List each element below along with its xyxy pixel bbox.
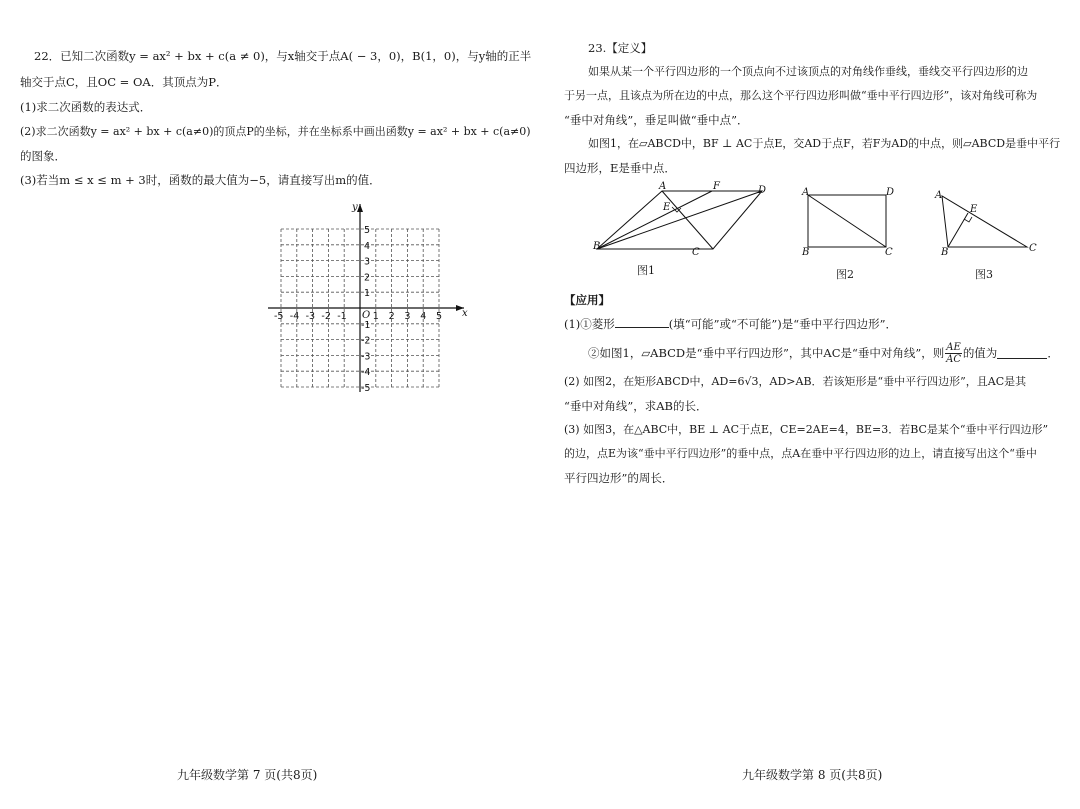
fig3-caption: 图3 — [975, 268, 993, 281]
q23-a2-blank — [997, 347, 1047, 359]
y-axis-arrow — [357, 204, 363, 212]
y-tick-label: 3 — [364, 256, 371, 268]
y-tick-label: -4 — [361, 367, 371, 379]
fig3-point-e: E — [970, 204, 978, 215]
fig2-point-c: C — [885, 247, 893, 258]
y-tick-label: -2 — [361, 335, 371, 347]
origin-label: O — [362, 310, 371, 321]
x-tick-label: -2 — [321, 311, 331, 322]
q22-part2-line2: 的图象． — [20, 149, 66, 163]
y-tick-label: 5 — [364, 225, 371, 236]
q22-part3: (3)若当m ≤ x ≤ m + 3时，函数的最大值为−5，请直接写出m的值． — [20, 173, 381, 187]
left-footer: 九年级数学第 7 页(共8页) — [177, 768, 318, 782]
fig1-point-b: B — [593, 241, 601, 252]
x-tick-label: -4 — [289, 311, 300, 322]
y-tick-label: -3 — [361, 351, 371, 363]
q23-title: 23.【定义】 — [588, 41, 653, 55]
q23-ex-line1: 如图1，在▱ABCD中，BF ⊥ AC于点E，交AD于点F，若F为AD的中点，则▱ABCD是垂中平行 — [588, 137, 1061, 150]
fig2-caption: 图2 — [836, 268, 854, 281]
q23-a1-post: (填“可能”或“不可能”)是“垂中平行四边形”． — [668, 317, 898, 331]
right-footer: 九年级数学第 8 页(共8页) — [742, 768, 883, 782]
q23-a1-blank — [615, 316, 669, 328]
app-title: 【应用】 — [564, 293, 610, 307]
q23-a1-pre: (1)①菱形 — [564, 317, 615, 331]
q23-a2 — [588, 340, 1059, 366]
x-tick-label: -1 — [337, 311, 347, 322]
x-tick-label: 1 — [372, 311, 379, 322]
q23-def-line2: 于另一点，且该点为所在边的中点，那么这个平行四边形叫做“垂中平行四边形”，该对角线可称为 — [564, 89, 1038, 102]
q23-a2-pre: ②如图1，▱ABCD是“垂中平行四边形”，其中AC是“垂中对角线”，则 — [588, 346, 945, 360]
q22-part1: (1)求二次函数的表达式． — [20, 100, 152, 114]
q23-b-line2: “垂中对角线”，求AB的长． — [564, 399, 708, 413]
x-tick-label: -5 — [274, 311, 284, 322]
q22-line2: 轴交于点C，且OC = OA．其顶点为P． — [20, 75, 228, 89]
q23-a2-frac-num: AE — [946, 341, 961, 353]
fig3-point-a: A — [935, 190, 943, 201]
y-tick-label: 2 — [364, 272, 371, 284]
fig1-point-c: C — [692, 247, 700, 258]
y-axis-label: y — [352, 202, 358, 213]
fig1-caption: 图1 — [637, 264, 655, 277]
q23-a1 — [564, 316, 897, 332]
y-tick-label: 4 — [364, 240, 371, 252]
right-page — [540, 0, 1080, 809]
fig2-point-a: A — [802, 187, 810, 198]
x-tick-label: 2 — [388, 311, 395, 322]
q23-b-line1: (2) 如图2，在矩形ABCD中，AD=6√3，AD>AB．若该矩形是“垂中平行四边形”，且AC是其 — [564, 375, 1027, 388]
fig1-point-a: A — [659, 181, 667, 192]
fig2-point-b: B — [802, 247, 810, 258]
q23-c-line3: 平行四边形”的周长． — [564, 471, 674, 485]
fig1-point-d: D — [758, 185, 767, 196]
x-tick-label: -3 — [305, 311, 316, 322]
q23-c-line2: 的边，点E为该“垂中平行四边形”的垂中点，点A在垂中平行四边形的边上，请直接写出这个“垂中 — [564, 447, 1037, 460]
fig3-point-b: B — [941, 247, 949, 258]
fig2-point-d: D — [886, 187, 895, 198]
q23-a2-frac-den: AC — [946, 353, 961, 365]
y-tick-label: -1 — [361, 319, 371, 331]
q23-a2-fraction — [945, 342, 962, 365]
fig3-point-c: C — [1029, 243, 1037, 254]
q22-line1: 22．已知二次函数y = ax² + bx + c(a ≠ 0)，与x轴交于点A( − 3，0)，B(1，0)，与y轴的正半 — [34, 49, 532, 63]
x-tick-label: 4 — [420, 311, 427, 322]
x-tick-label: 5 — [436, 311, 443, 322]
fig1-point-e: E — [663, 202, 671, 213]
q23-a2-end: ． — [1047, 346, 1059, 360]
q23-a2-post: 的值为 — [962, 346, 998, 360]
fig1-point-f: F — [713, 181, 720, 192]
q22-part2-line1: (2)求二次函数y = ax² + bx + c(a≠0)的顶点P的坐标，并在坐标系中画出函数y = ax² + bx + c(a≠0) — [20, 125, 531, 138]
q23-def-line3: “垂中对角线”，垂足叫做“垂中点”． — [564, 113, 749, 127]
q23-ex-line2: 四边形，E是垂中点． — [564, 161, 676, 175]
x-tick-label: 3 — [404, 311, 411, 322]
q23-c-line1: (3) 如图3，在△ABC中，BE ⊥ AC于点E，CE=2AE=4，BE=3．若BC是某个“垂中平行四边形” — [564, 423, 1049, 436]
x-axis-label: x — [462, 308, 468, 319]
y-tick-label: -5 — [361, 383, 371, 394]
y-tick-label: 1 — [364, 288, 371, 300]
q23-def-line1: 如果从某一个平行四边形的一个顶点向不过该顶点的对角线作垂线，垂线交平行四边形的边 — [588, 65, 1028, 78]
